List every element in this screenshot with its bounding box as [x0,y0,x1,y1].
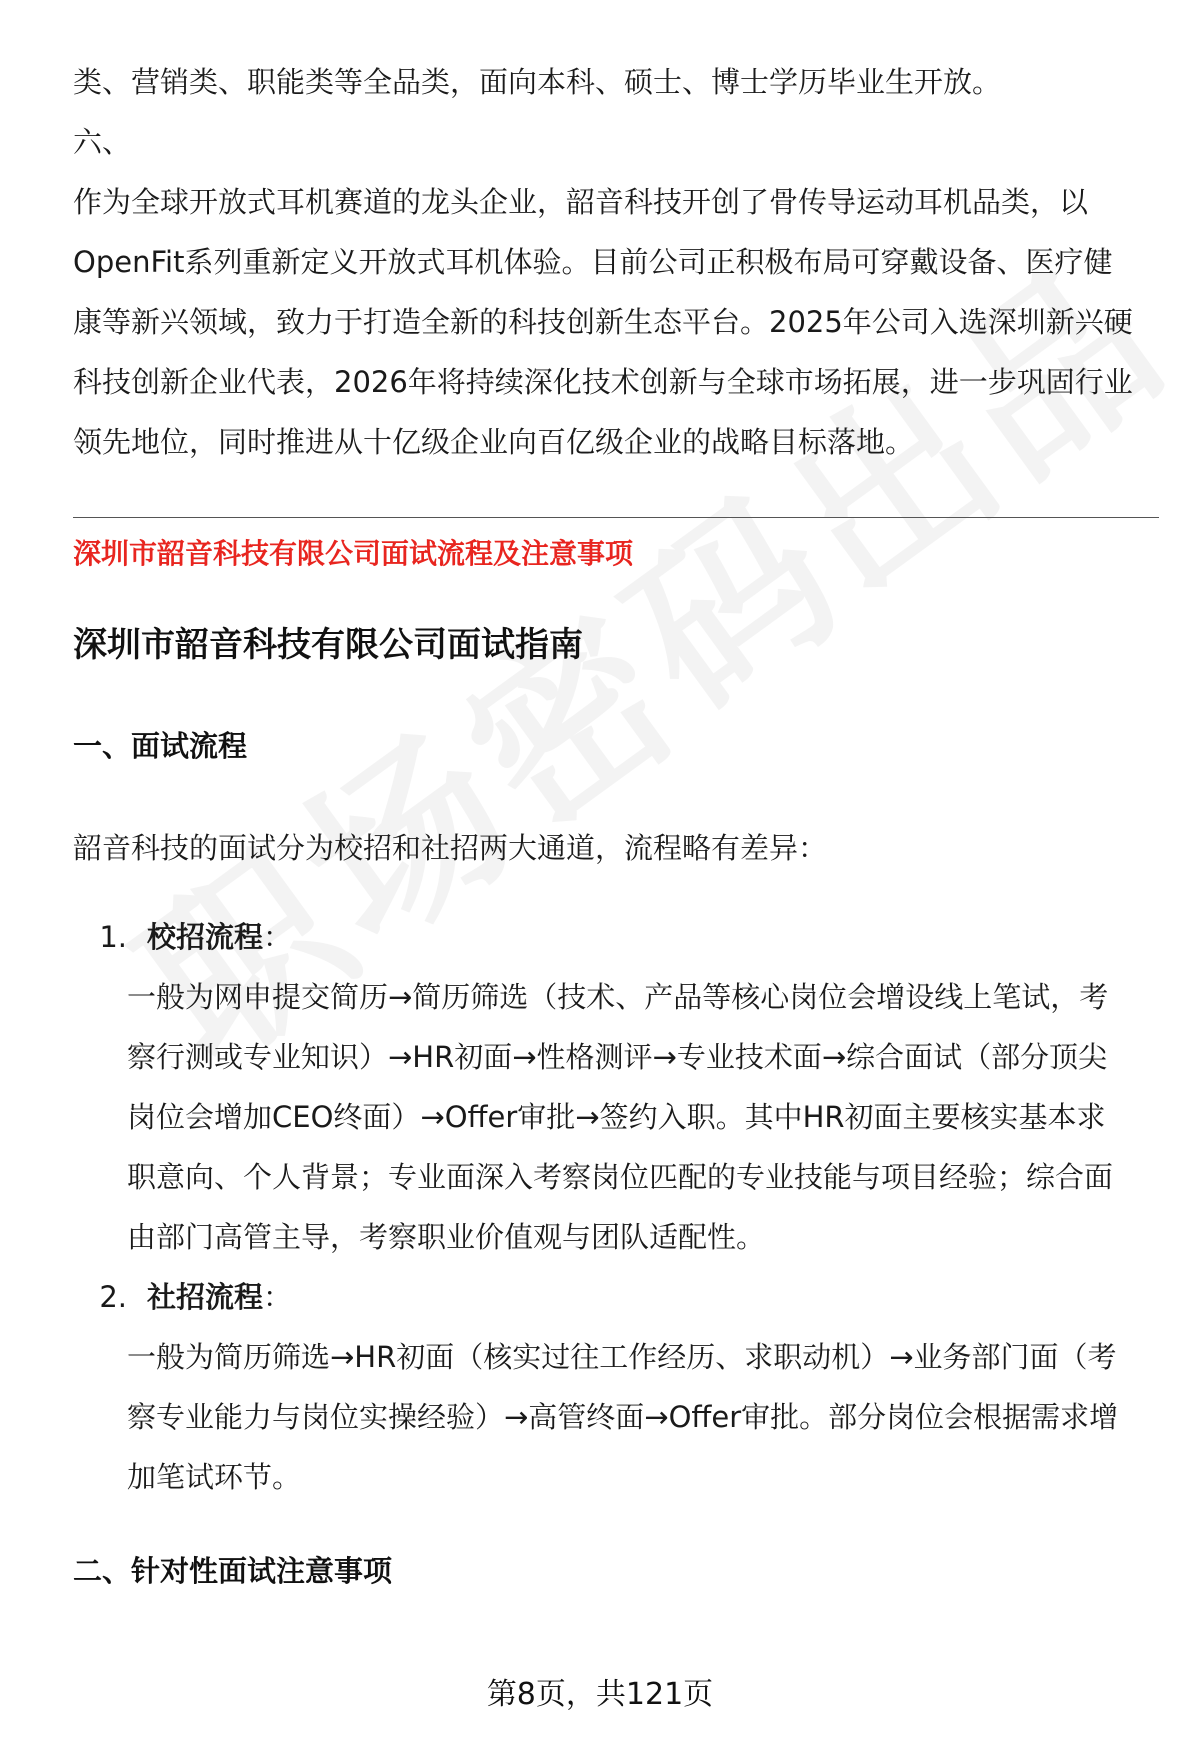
text-line: 类、营销类、职能类等全品类，面向本科、硕士、博士学历毕业生开放。 [73,65,1002,99]
process-list [73,907,1159,1507]
text-line: 领先地位，同时推进从十亿级企业向百亿级企业的战略目标落地。 [73,425,915,459]
text-line: OpenFit系列重新定义开放式耳机体验。目前公司正积极布局可穿戴设备、医疗健 [73,245,1113,279]
text-line: 察行测或专业知识）→HR初面→性格测评→专业技术面→综合面试（部分顶尖 [127,1040,1108,1074]
document-page [73,0,1159,1755]
list-item-colon: ： [263,1280,293,1314]
part2-heading: 二、针对性面试注意事项 [73,1554,393,1588]
guide-title: 深圳市韶音科技有限公司面试指南 [73,625,583,665]
text-line: 一般为网申提交简历→简历筛选（技术、产品等核心岗位会增设线上笔试，考 [127,980,1109,1014]
text-line: 由部门高管主导，考察职业价值观与团队适配性。 [127,1220,766,1254]
text-line: 加笔试环节。 [127,1460,302,1494]
text-line: 六、 [73,125,132,159]
list-number: 2. [99,1280,127,1314]
list-item [73,907,1159,1267]
list-item-head [73,1267,1159,1327]
text-line: 科技创新企业代表，2026年将持续深化技术创新与全球市场拓展，进一步巩固行业 [73,365,1133,399]
section-title: 深圳市韶音科技有限公司面试流程及注意事项 [73,537,634,570]
intro-paragraph [73,52,1159,472]
text-line: 察专业能力与岗位实操经验）→高管终面→Offer审批。部分岗位会根据需求增 [127,1400,1119,1434]
part1-heading: 一、面试流程 [73,729,248,763]
text-line: 作为全球开放式耳机赛道的龙头企业，韶音科技开创了骨传导运动耳机品类，以 [73,185,1089,219]
list-item-body [127,1327,1159,1507]
part1-intro: 韶音科技的面试分为校招和社招两大通道，流程略有差异： [73,831,828,865]
list-item-title: 校招流程 [147,920,264,954]
list-item-colon: ： [263,920,293,954]
list-item-title: 社招流程 [147,1280,264,1314]
section-divider [73,517,1159,518]
text-line: 一般为简历筛选→HR初面（核实过往工作经历、求职动机）→业务部门面（考 [127,1340,1117,1374]
list-item-head [73,907,1159,967]
page-number: 第8页，共121页 [486,1677,714,1712]
list-item-body [127,967,1159,1267]
text-line: 职意向、个人背景；专业面深入考察岗位匹配的专业技能与项目经验；综合面 [127,1160,1114,1194]
text-line: 康等新兴领域，致力于打造全新的科技创新生态平台。2025年公司入选深圳新兴硬 [73,305,1133,339]
list-item [73,1267,1159,1507]
list-number: 1. [99,920,127,954]
text-line: 岗位会增加CEO终面）→Offer审批→签约入职。其中HR初面主要核实基本求 [127,1100,1106,1134]
